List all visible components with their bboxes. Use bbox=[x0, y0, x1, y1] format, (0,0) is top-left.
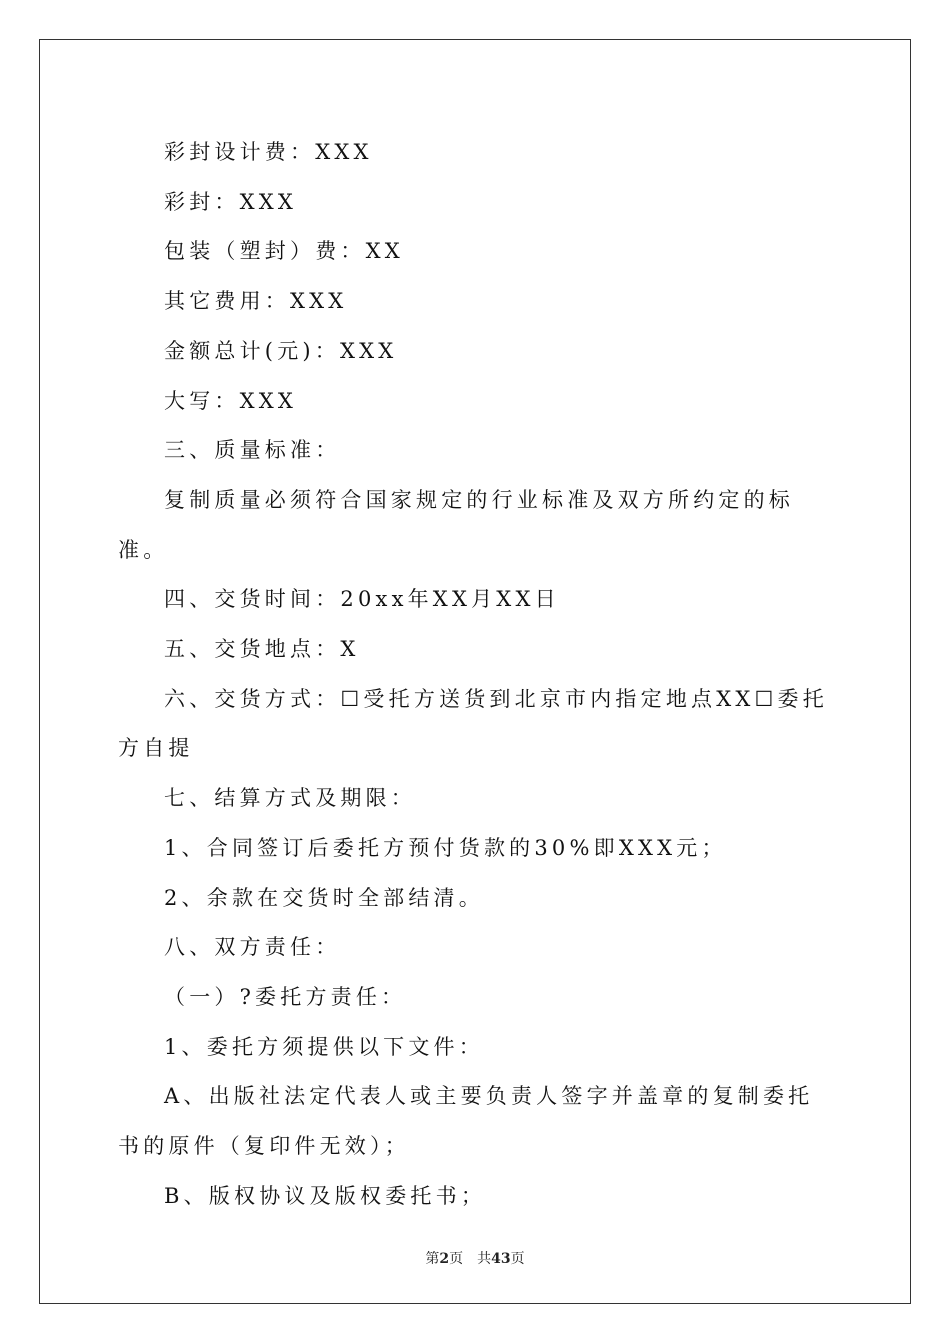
heading-delivery-method: 六、交货方式：☐受托方送货到北京市内指定地点XX☐委托方自提 bbox=[118, 686, 828, 761]
paragraph-prepayment: 1、合同签订后委托方预付货款的30%即XXX元； bbox=[164, 835, 727, 860]
heading-responsibilities: 八、双方责任： bbox=[164, 935, 341, 960]
paragraph-other-fees: 其它费用：XXX bbox=[164, 289, 348, 314]
paragraph-document-a: A、出版社法定代表人或主要负责人签字并盖章的复制委托书的原件（复印件无效）； bbox=[118, 1084, 814, 1159]
paragraph-quality-requirement: 复制质量必须符合国家规定的行业标准及双方所约定的标准。 bbox=[118, 487, 794, 562]
heading-settlement: 七、结算方式及期限： bbox=[164, 786, 416, 811]
subheading-client-responsibility: （一）?委托方责任： bbox=[164, 984, 407, 1009]
heading-delivery-time: 四、交货时间：20xx年XX月XX日 bbox=[164, 587, 560, 612]
page-prefix: 第 bbox=[425, 1251, 440, 1267]
paragraph-design-fee: 彩封设计费：XXX bbox=[164, 140, 373, 164]
paragraph-color-cover: 彩封：XXX bbox=[164, 189, 298, 214]
document-body bbox=[118, 128, 838, 1221]
paragraph-total-amount: 金额总计(元)：XXX bbox=[164, 338, 398, 363]
heading-delivery-location: 五、交货地点：X bbox=[164, 637, 360, 662]
heading-quality-standard: 三、质量标准： bbox=[164, 438, 341, 463]
page-suffix: 页 bbox=[449, 1251, 464, 1267]
paragraph-balance: 2、余款在交货时全部结清。 bbox=[164, 885, 484, 910]
total-prefix: 共 bbox=[477, 1251, 492, 1267]
page-number: 2 bbox=[439, 1251, 450, 1267]
total-suffix: 页 bbox=[510, 1251, 525, 1267]
paragraph-packaging-fee: 包装（塑封）费：XX bbox=[164, 239, 404, 264]
paragraph-document-b: B、版权协议及版权委托书； bbox=[164, 1183, 487, 1208]
paragraph-amount-in-words: 大写：XXX bbox=[164, 388, 298, 413]
paragraph-required-documents: 1、委托方须提供以下文件： bbox=[164, 1034, 484, 1059]
total-pages: 43 bbox=[491, 1251, 511, 1267]
page-footer bbox=[0, 1248, 950, 1268]
